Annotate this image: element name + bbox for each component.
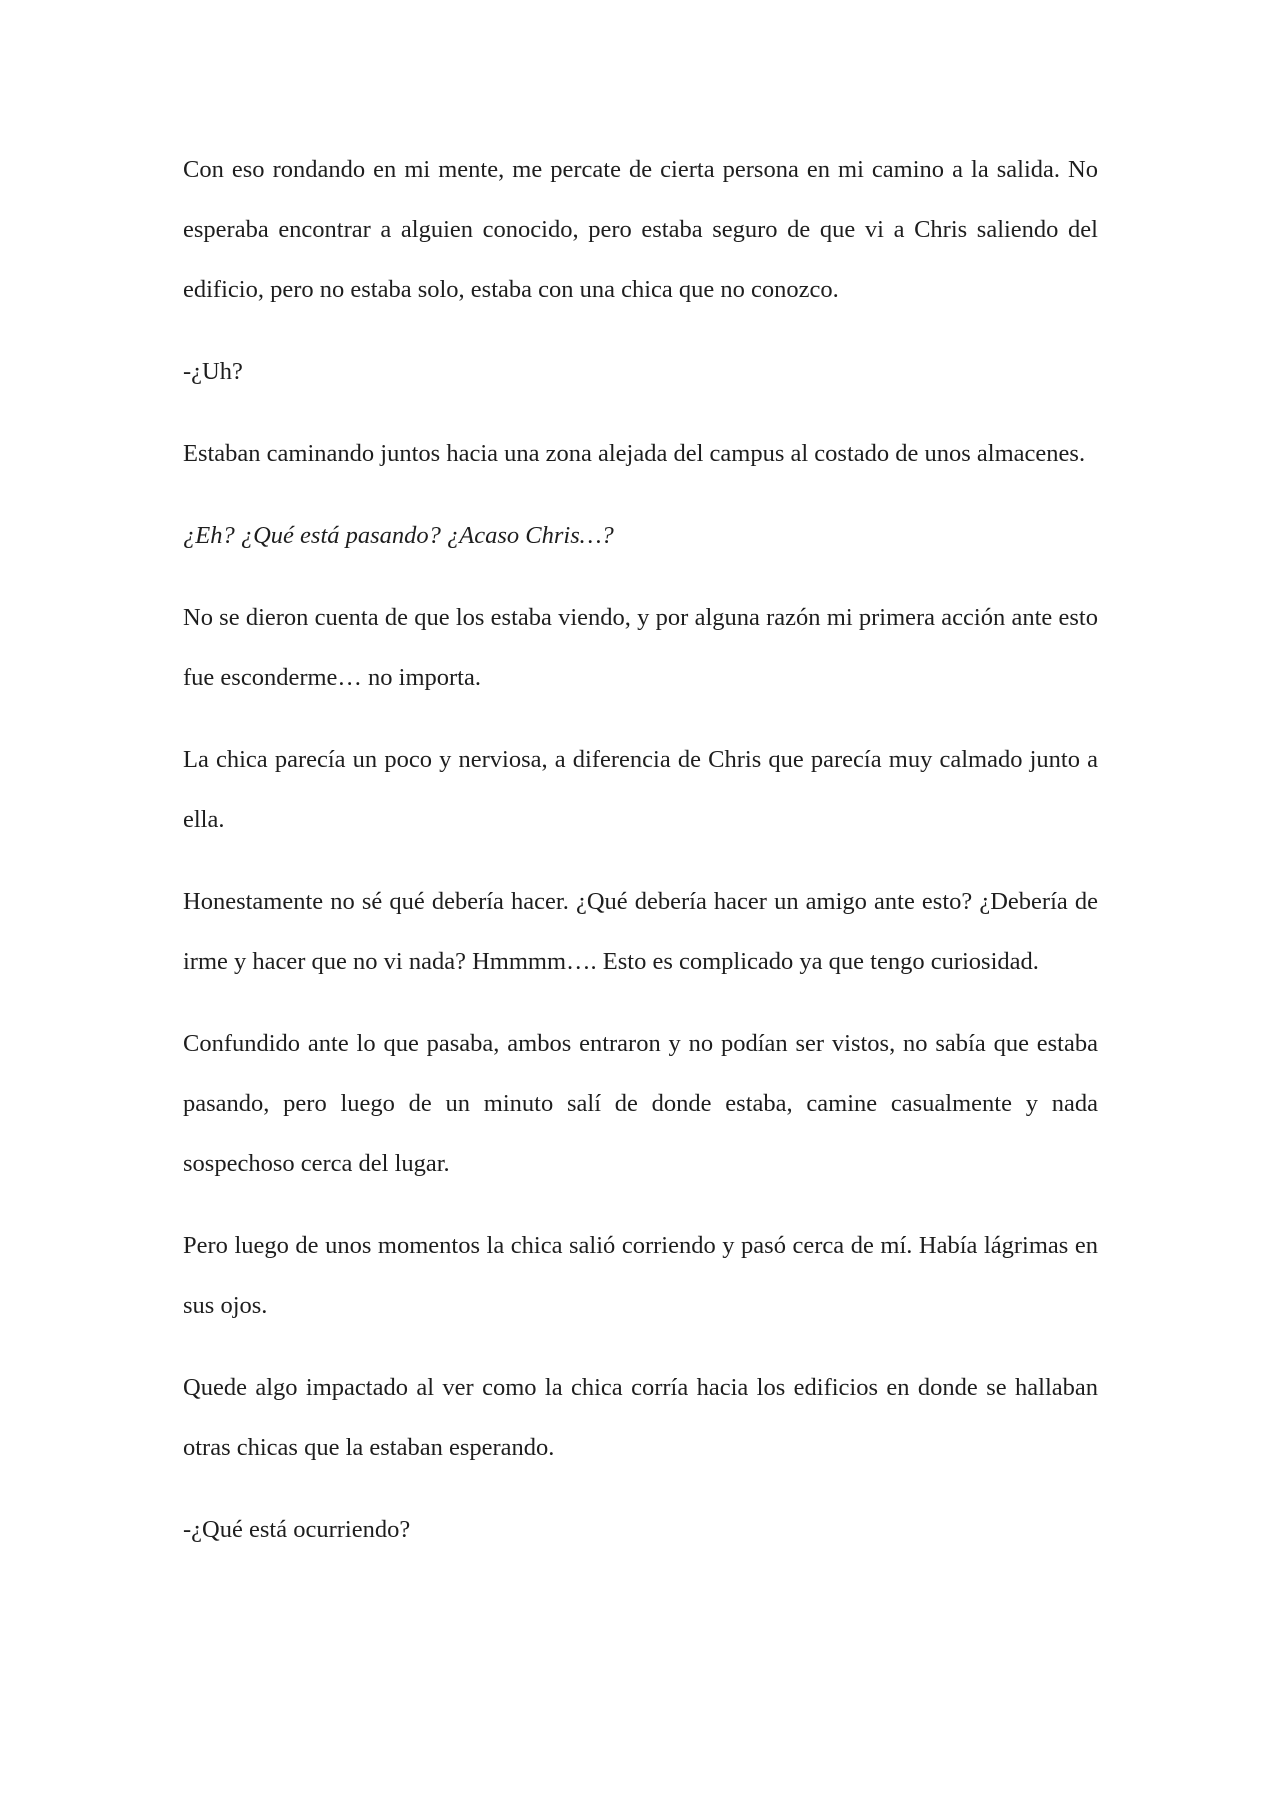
paragraph: La chica parecía un poco y nerviosa, a diferencia de Chris que parecía muy calmado junto a ella. [183,746,1098,833]
body-text [183,140,1098,1582]
paragraph: Con eso rondando en mi mente, me percate de cierta persona en mi camino a la salida. No esperaba encontrar a alguien conocido, pero estaba seguro de que vi a Chris saliendo del edificio, pero no estaba solo, estaba con una chica que no conozco. [183,156,1098,303]
paragraph: Confundido ante lo que pasaba, ambos entraron y no podían ser vistos, no sabía que estaba pasando, pero luego de un minuto salí de donde estaba, camine casualmente y nada sospechoso cerca del lugar. [183,1030,1098,1177]
paragraph: Estaban caminando juntos hacia una zona alejada del campus al costado de unos almacenes. [183,440,1086,467]
inner-thought: ¿Eh? ¿Qué está pasando? ¿Acaso Chris…? [183,522,614,549]
dialogue-line: -¿Qué está ocurriendo? [183,1516,411,1543]
paragraph: Pero luego de unos momentos la chica salió corriendo y pasó cerca de mí. Había lágrimas en sus ojos. [183,1232,1098,1319]
paragraph: No se dieron cuenta de que los estaba viendo, y por alguna razón mi primera acción ante esto fue esconderme… no importa. [183,604,1098,691]
paragraph: Quede algo impactado al ver como la chica corría hacia los edificios en donde se hallaban otras chicas que la estaban esperando. [183,1374,1098,1461]
paragraph: Honestamente no sé qué debería hacer. ¿Qué debería hacer un amigo ante esto? ¿Debería de irme y hacer que no vi nada? Hmmmm…. Esto es complicado ya que tengo curiosidad. [183,888,1098,975]
dialogue-line: -¿Uh? [183,358,243,385]
